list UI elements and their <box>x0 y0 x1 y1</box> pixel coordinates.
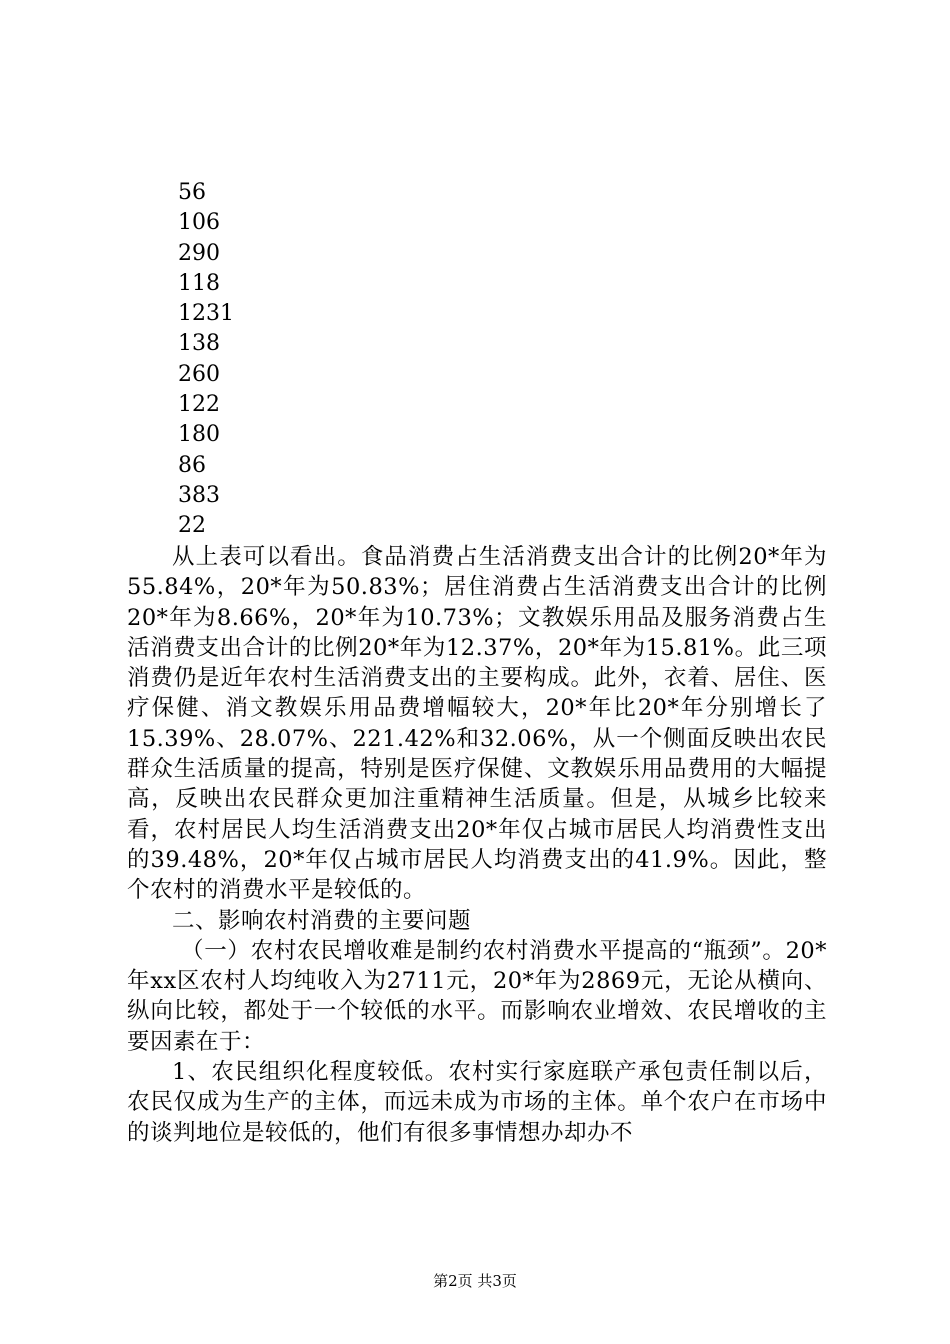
table-value: 86 <box>178 452 206 478</box>
subsection-paragraph: （一）农村农民增收难是制约农村消费水平提高的“瓶颈”。20*年xx区农村人均纯收入为2711元，20*年为2869元，无论从横向、纵向比较，都处于一个较低的水平。而影响农业增效、农民增收的主要因素在于： <box>127 937 827 1055</box>
page-footer: 第2页 共3页 <box>433 1272 517 1290</box>
table-value: 118 <box>178 270 220 296</box>
table-value: 22 <box>178 513 206 539</box>
table-value: 180 <box>178 422 220 448</box>
table-value: 106 <box>178 210 220 236</box>
table-value: 260 <box>178 361 220 387</box>
analysis-paragraph: 从上表可以看出。食品消费占生活消费支出合计的比例20*年为55.84%，20*年为50.83%；居住消费占生活消费支出合计的比例20*年为8.66%，20*年为10.73%；文教娱乐用品及服务消费占生活消费支出合计的比例20*年为12.37%，20*年为15.81%。此三项消费仍是近年农村生活消费支出的主要构成。此外，衣着、居住、医疗保健、消文教娱乐用品费增幅较大，20*年比20*年分别增长了15.39%、28.07%、221.42%和32.06%，从一个侧面反映出农民群众生活质量的提高，特别是医疗保健、文教娱乐用品费用的大幅提高，反映出农民群众更加注重精神生活质量。但是，从城乡比较来看，农村居民人均生活消费支出20*年仅占城市居民人均消费性支出的39.48%，20*年仅占城市居民人均消费支出的41.9%。因此，整个农村的消费水平是较低的。 <box>127 544 827 904</box>
table-value-list <box>178 178 234 542</box>
table-value: 138 <box>178 331 220 357</box>
table-value: 56 <box>178 180 206 205</box>
table-value: 122 <box>178 392 220 418</box>
table-value: 1231 <box>178 301 234 327</box>
section-heading: 二、影响农村消费的主要问题 <box>172 907 472 934</box>
point-paragraph: 1、农民组织化程度较低。农村实行家庭联产承包责任制以后，农民仅成为生产的主体，而远未成为市场的主体。单个农户在市场中的谈判地位是较低的，他们有很多事情想办却办不 <box>127 1059 827 1146</box>
table-value: 290 <box>178 240 220 266</box>
document-body <box>127 542 827 1148</box>
table-value: 383 <box>178 482 220 508</box>
